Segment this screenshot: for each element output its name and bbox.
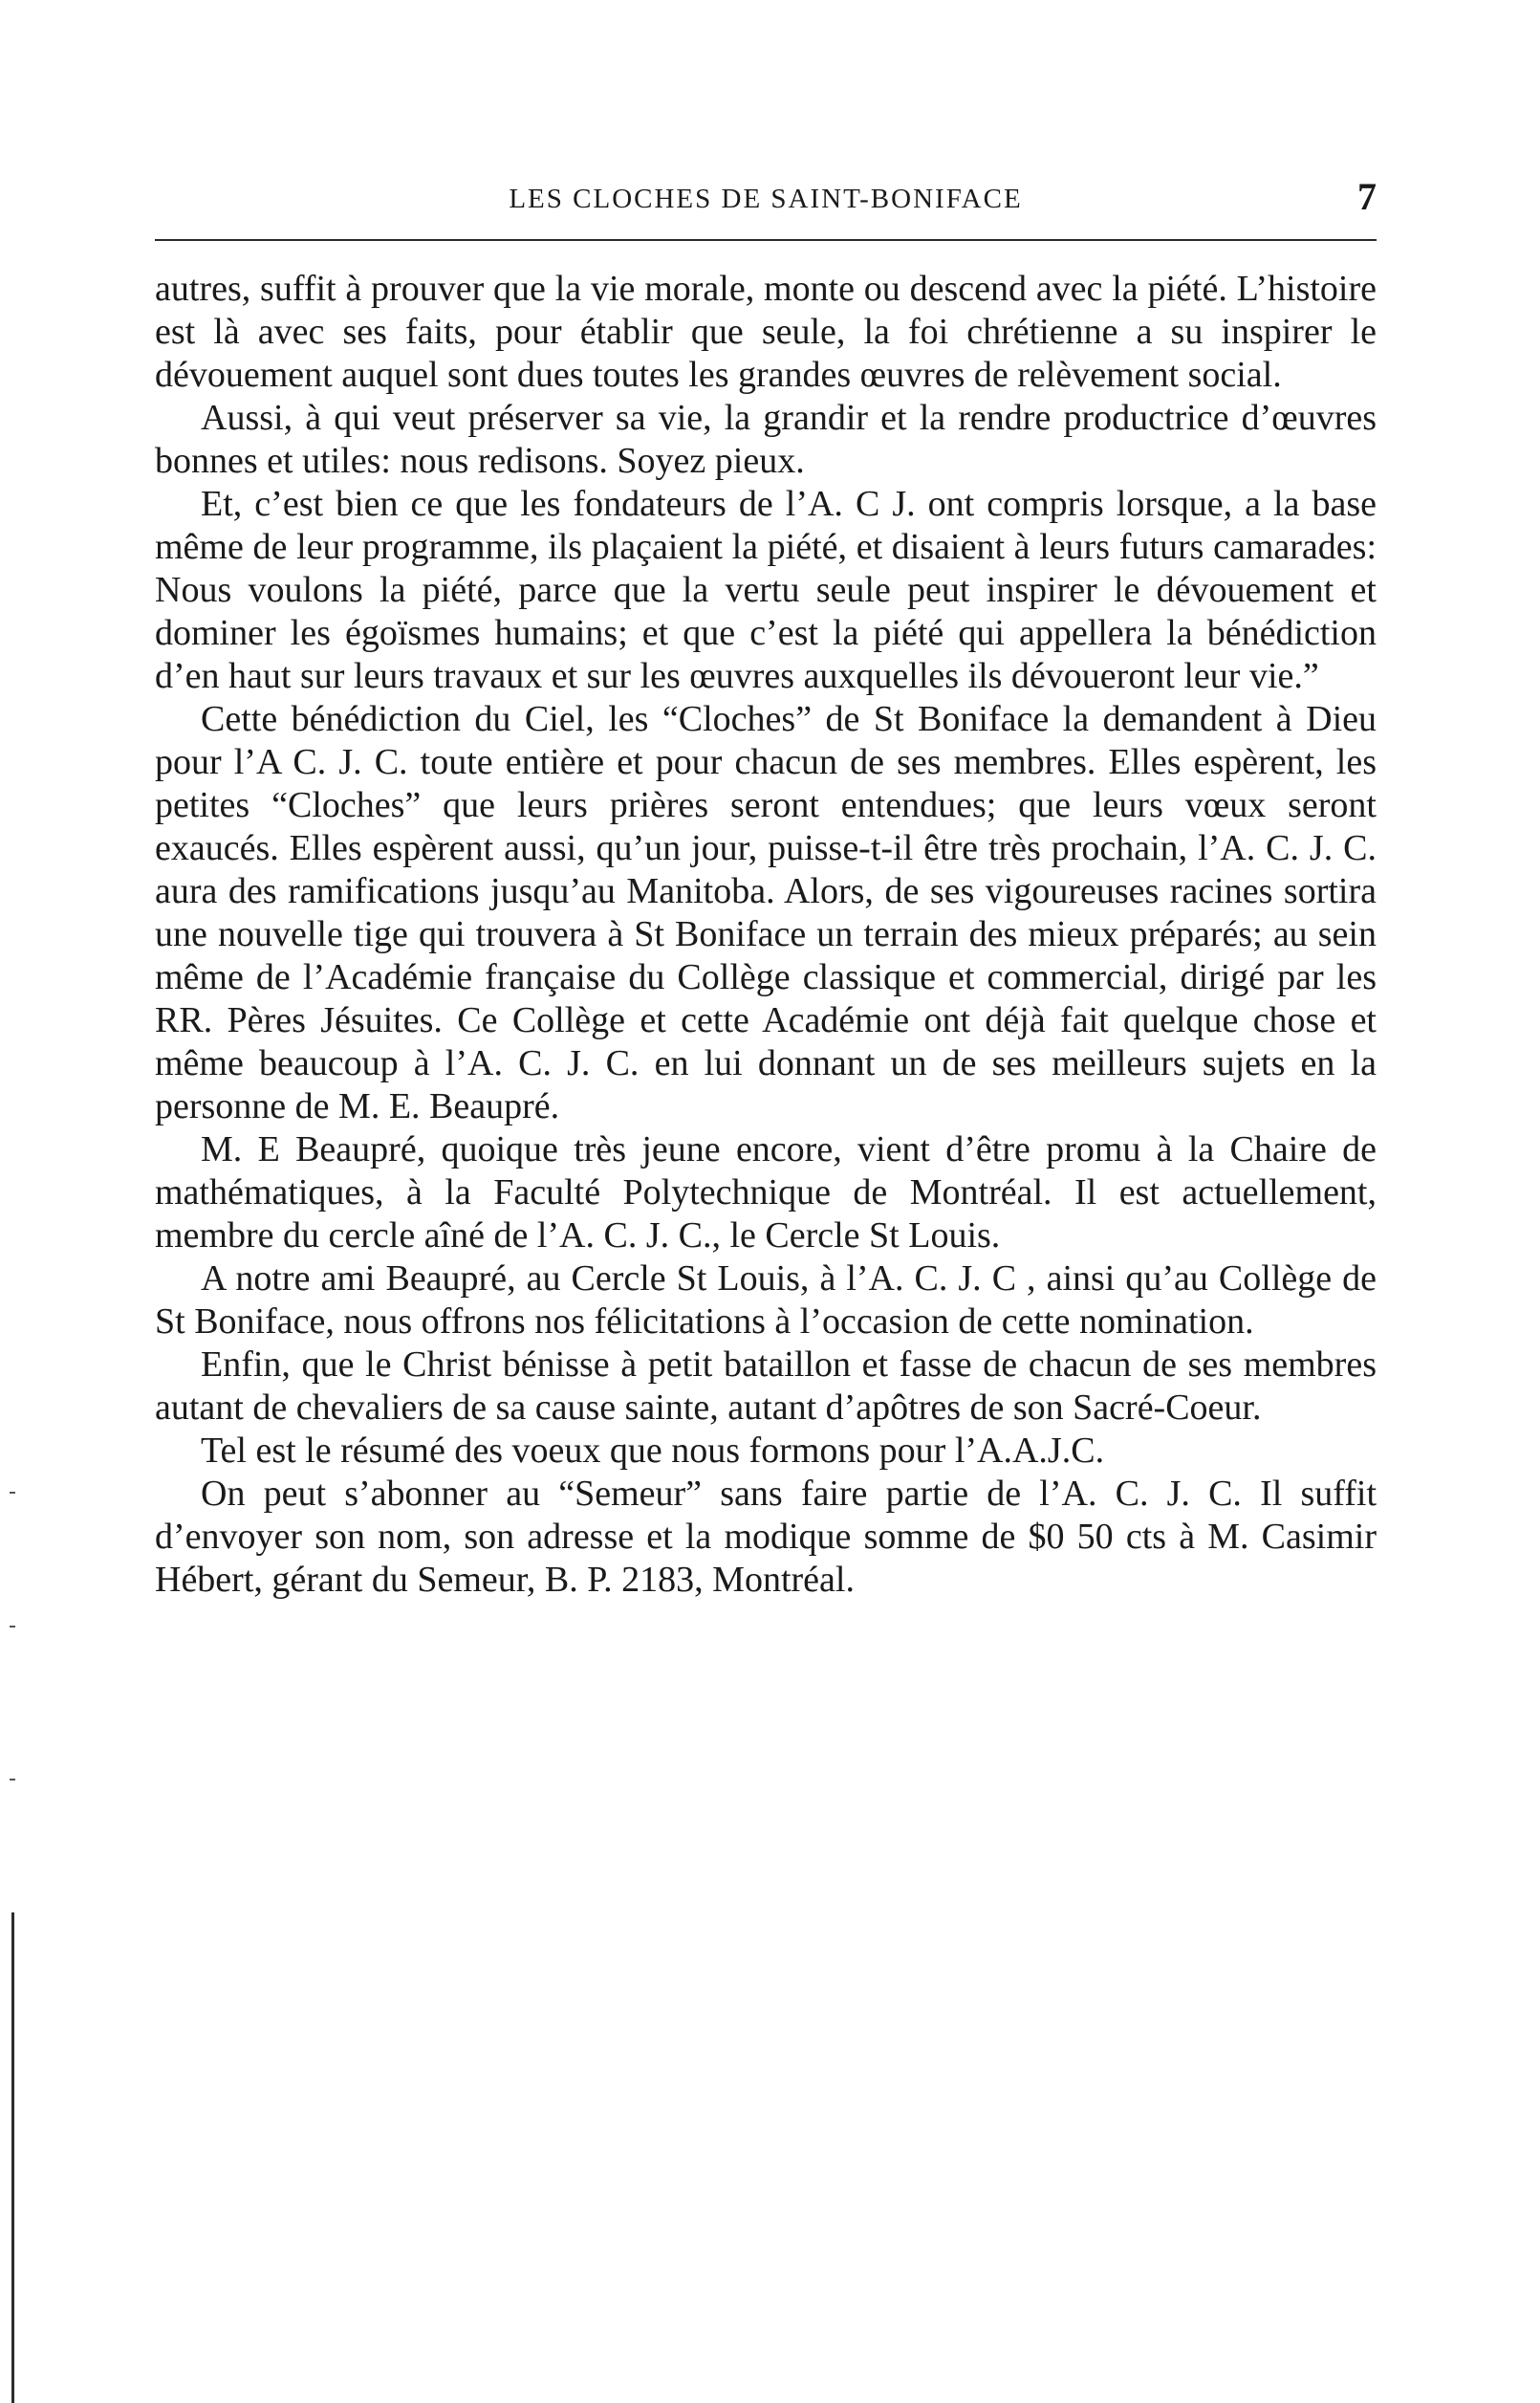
paragraph: Aussi, à qui veut préserver sa vie, la grandir et la rendre productrice d’œuvres bonnes et utiles: nous redisons. Soyez pieux. [155,398,1377,481]
running-title: LES CLOCHES DE SAINT-BONIFACE [509,184,1023,214]
paragraph: M. E Beaupré, quoique très jeune encore, vient d’être promu à la Chaire de mathématiques, à la Faculté Polytechnique de Montréal. Il est actuellement, membre du cercle aîné de l’A. C. J. C., le Cercle St Louis. [155,1129,1377,1256]
page-number: 7 [1357,175,1377,218]
paragraph: Tel est le résumé des voeux que nous formons pour l’A.A.J.C. [201,1431,1105,1471]
scan-margin-mark [10,1779,15,1780]
running-header [155,175,1377,220]
paragraph: On peut s’abonner au “Semeur” sans faire partie de l’A. C. J. C. Il suffit d’envoyer son nom, son adresse et la modique somme de $0 50 cts à M. Casimir Hébert, gérant du Semeur, B. P. 2183, Montréal. [155,1474,1377,1600]
paragraph: Enfin, que le Christ bénisse à petit bataillon et fasse de chacun de ses membres autant de chevaliers de sa cause sainte, autant d’apôtres de son Sacré-Coeur. [155,1344,1377,1428]
scan-margin-mark [10,1492,15,1494]
scan-margin-mark [10,1626,15,1627]
paragraph: Cette bénédiction du Ciel, les “Cloches” de St Boniface la demandent à Dieu pour l’A C. J. C. toute entière et pour chacun de ses membres. Elles espèrent, les petites “Cloches” que leurs prières seront entendues; que leurs vœux seront exaucés. Elles espèrent aussi, qu’un jour, puisse-t-il être très prochain, l’A. C. J. C. aura des ramifications jusqu’au Manitoba. Alors, de ses vigoureuses racines sortira une nouvelle tige qui trouvera à St Boniface un terrain des mieux préparés; au sein même de l’Académie française du Collège classique et commercial, dirigé par les RR. Pères Jésuites. Ce Collège et cette Académie ont déjà fait quelque chose et même beaucoup à l’A. C. J. C. en lui donnant un de ses meilleurs sujets en la personne de M. E. Beaupré. [155,699,1377,1126]
body-text [155,268,1377,1602]
paragraph: A notre ami Beaupré, au Cercle St Louis, à l’A. C. J. C , ainsi qu’au Collège de St Boniface, nous offrons nos félicitations à l’occasion de cette nomination. [155,1258,1377,1342]
scan-edge-line [11,1912,14,2403]
paragraph: autres, suffit à prouver que la vie morale, monte ou descend avec la piété. L’histoire est là avec ses faits, pour établir que seule, la foi chrétienne a su inspirer le dévouement auquel sont dues toutes les grandes œuvres de relèvement social. [155,269,1377,395]
paragraph: Et, c’est bien ce que les fondateurs de l’A. C J. ont compris lorsque, a la base même de leur programme, ils plaçaient la piété, et disaient à leurs futurs camarades: Nous voulons la piété, parce que la vertu seule peut inspirer le dévouement et dominer les égoïsmes humains; et que c’est la piété qui appellera la bénédiction d’en haut sur leurs travaux et sur les œuvres auxquelles ils dévoueront leur vie.” [155,484,1377,696]
header-rule [155,239,1377,241]
